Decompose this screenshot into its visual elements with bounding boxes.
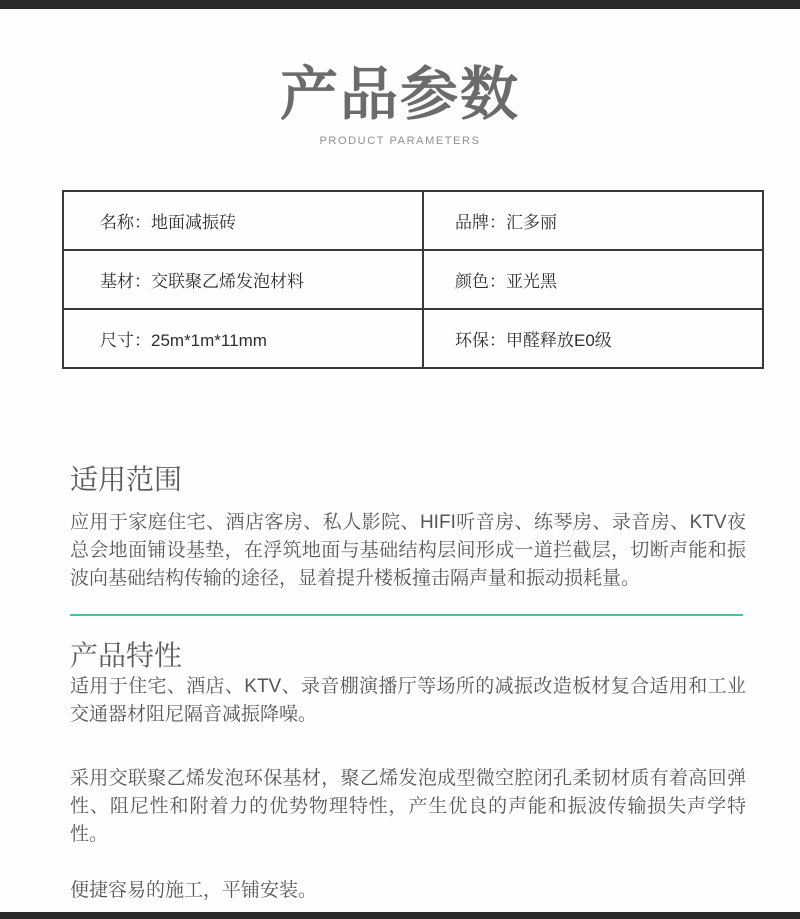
spec-cell-name: 名称：地面减振砖 xyxy=(63,191,423,250)
table-row xyxy=(63,191,763,250)
spec-cell-material: 基材：交联聚乙烯发泡材料 xyxy=(63,250,423,309)
paragraph: 应用于家庭住宅、酒店客房、私人影院、HIFI听音房、练琴房、录音房、KTV夜总会地面铺设基垫，在浮筑地面与基础结构层间形成一道拦截层，切断声能和振波向基础结构传输的途径，显着提升楼板撞击隔声量和振动损耗量。 xyxy=(70,512,746,589)
top-bar xyxy=(0,0,800,9)
page-subtitle: PRODUCT PARAMETERS xyxy=(319,135,481,147)
paragraph: 便捷容易的施工，平铺安装。 xyxy=(70,880,318,901)
section-heading: 适用范围 xyxy=(70,464,183,495)
paragraph: 适用于住宅、酒店、KTV、录音棚演播厅等场所的减振改造板材复合适用和工业交通器材阻尼隔音减振降噪。 xyxy=(70,676,746,725)
spec-table xyxy=(62,190,764,369)
bottom-bar xyxy=(0,912,800,919)
spec-cell-eco: 环保：甲醛释放E0级 xyxy=(423,309,763,368)
spec-cell-brand: 品牌：汇多丽 xyxy=(423,191,763,250)
page-title: 产品参数 xyxy=(279,62,520,127)
section-applicable-range xyxy=(70,463,746,593)
spec-cell-size: 尺寸：25m*1m*11mm xyxy=(63,309,423,368)
section-heading: 产品特性 xyxy=(70,640,183,671)
spec-cell-color: 颜色：亚光黑 xyxy=(423,250,763,309)
paragraph: 采用交联聚乙烯发泡环保基材，聚乙烯发泡成型微空腔闭孔柔韧材质有着高回弹性、阻尼性和附着力的优势物理特性，产生优良的声能和振波传输损失声学特性。 xyxy=(70,768,746,845)
table-row xyxy=(63,309,763,368)
table-row xyxy=(63,250,763,309)
section-product-features xyxy=(70,639,746,905)
content-area xyxy=(70,463,746,905)
teal-divider xyxy=(70,614,743,616)
page-header xyxy=(0,62,800,147)
